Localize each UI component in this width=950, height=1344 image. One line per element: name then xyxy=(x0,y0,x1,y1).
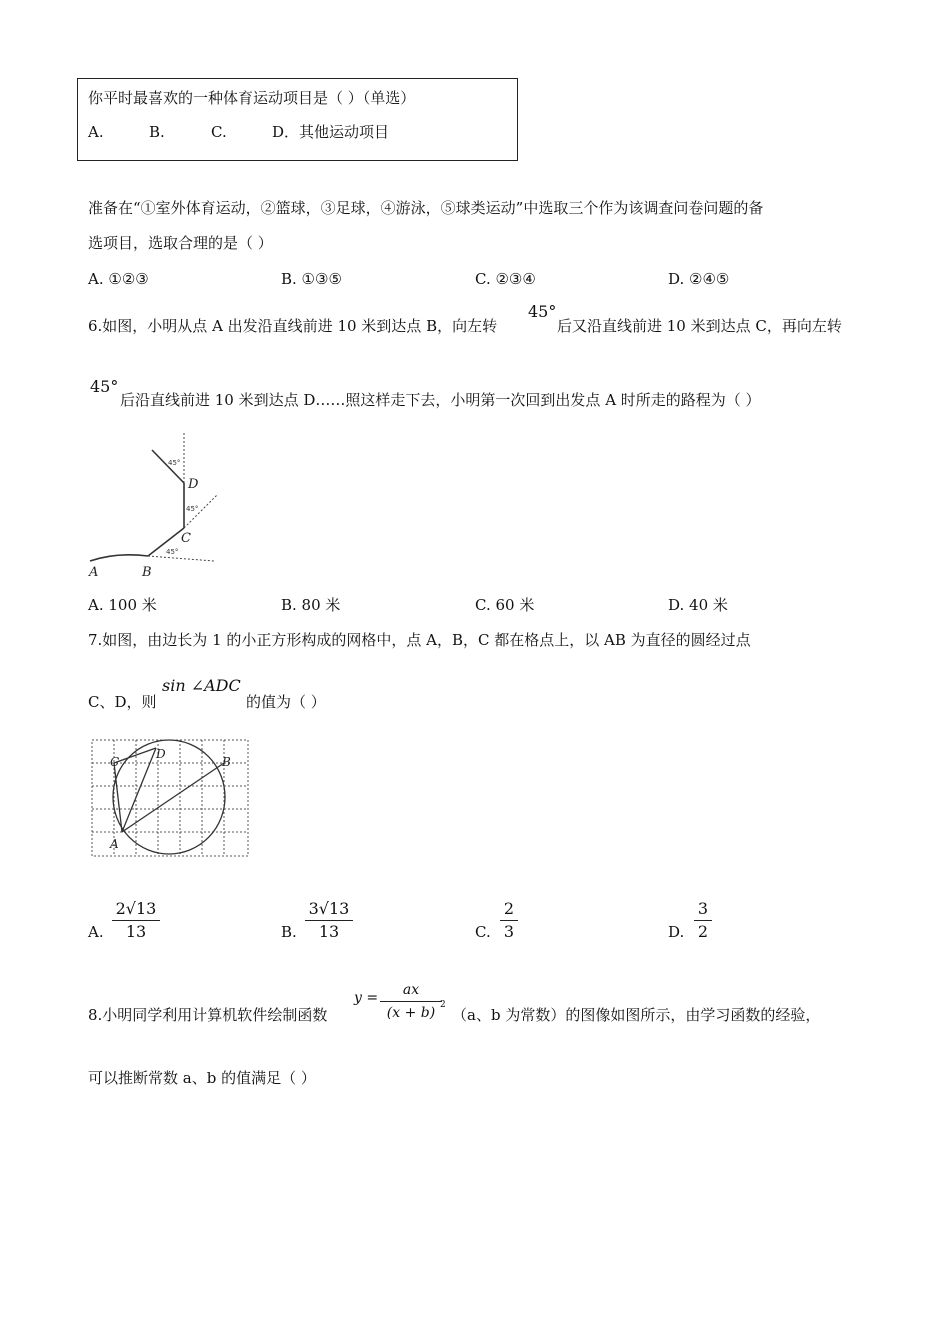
label-d: D xyxy=(188,477,199,492)
survey-option-d: D．其他运动项目 xyxy=(272,123,390,141)
segment-ab xyxy=(122,763,224,832)
q7-option-a-letter: A. xyxy=(88,923,104,941)
q5-option-c: C. ②③④ xyxy=(475,270,536,288)
q6-line-1b: 后又沿直线前进 10 米到达点 C，再向左转 xyxy=(557,317,842,335)
q8-line-1b: （a、b 为常数）的图像如图所示，由学习函数的经验， xyxy=(452,1006,821,1024)
survey-option-b: B. xyxy=(149,123,165,141)
q6-angle-2: 45° xyxy=(90,377,119,396)
q6-angle-1: 45° xyxy=(528,302,557,321)
q8-line-2: 可以推断常数 a、b 的值满足（ ） xyxy=(88,1069,316,1087)
q6-option-d: D. 40 米 xyxy=(668,596,728,614)
q7-line-2b: 的值为（ ） xyxy=(246,693,326,711)
label-a: A xyxy=(89,565,99,580)
grid-label-b: B xyxy=(222,755,231,769)
segment-ad xyxy=(122,748,156,832)
q8-line-1a: 8.小明同学利用计算机软件绘制函数 xyxy=(88,1006,328,1024)
q5-line-2: 选项目，选取合理的是（ ） xyxy=(88,234,273,252)
q8-function-lhs: y = xyxy=(354,990,379,1006)
angle-label-c: 45° xyxy=(186,505,199,513)
segment-cd xyxy=(114,748,156,763)
q7-option-c-letter: C. xyxy=(475,923,491,941)
q8-function-exponent: 2 xyxy=(440,1000,446,1010)
extension-b xyxy=(148,556,214,561)
q8-function-fraction: ax (x + b) xyxy=(380,980,442,1023)
q7-option-a-fraction: 2√13 13 xyxy=(112,899,160,942)
segment-ab xyxy=(90,555,148,561)
q6-option-b: B. 80 米 xyxy=(281,596,341,614)
survey-option-c: C. xyxy=(211,123,227,141)
q7-line-2a: C、D，则 xyxy=(88,693,157,711)
q7-option-d-letter: D. xyxy=(668,923,685,941)
q5-line-1: 准备在“①室外体育运动，②篮球，③足球，④游泳，⑤球类运动”中选取三个作为该调查问卷问题的备 xyxy=(88,199,764,217)
angle-label-b: 45° xyxy=(166,548,179,556)
grid-label-a: A xyxy=(110,837,119,851)
q7-grid-figure xyxy=(86,736,256,860)
label-c: C xyxy=(181,531,191,546)
q5-option-d: D. ②④⑤ xyxy=(668,270,730,288)
q6-option-a: A. 100 米 xyxy=(88,596,157,614)
survey-question: 你平时最喜欢的一种体育运动项目是（ ）（单选） xyxy=(88,89,416,107)
q7-option-c-fraction: 2 3 xyxy=(500,899,518,942)
q6-path-figure xyxy=(86,428,236,580)
q7-option-d-fraction: 3 2 xyxy=(694,899,712,942)
q6-line-2: 后沿直线前进 10 米到达点 D……照这样走下去，小明第一次回到出发点 A 时所走的路程为（ ） xyxy=(120,391,761,409)
q7-option-b-fraction: 3√13 13 xyxy=(305,899,353,942)
q6-line-1a: 6.如图，小明从点 A 出发沿直线前进 10 米到达点 B，向左转 xyxy=(88,317,498,335)
q6-option-c: C. 60 米 xyxy=(475,596,535,614)
q7-sin-adc: sin ∠ADC xyxy=(162,676,241,695)
q7-option-b-letter: B. xyxy=(281,923,297,941)
q7-line-1: 7.如图，由边长为 1 的小正方形构成的网格中，点 A，B，C 都在格点上，以 AB 为直径的圆经过点 xyxy=(88,631,751,649)
grid-label-c: C xyxy=(110,755,120,769)
survey-option-a: A. xyxy=(88,123,104,141)
q5-option-a: A. ①②③ xyxy=(88,270,149,288)
q5-option-b: B. ①③⑤ xyxy=(281,270,342,288)
angle-label-d: 45° xyxy=(168,459,181,467)
grid-label-d: D xyxy=(156,747,166,761)
label-b: B xyxy=(142,565,152,580)
